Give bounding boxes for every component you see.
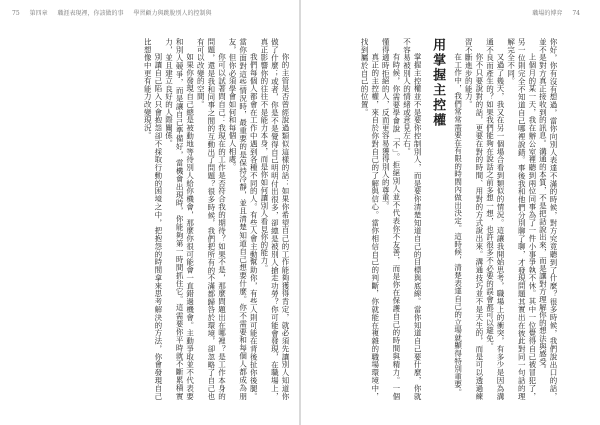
left-running-head: 學習顧力與跳脫別人的控制與 [133, 10, 212, 17]
right-running-head: 職場的博弈 [532, 10, 563, 17]
chapter-label: 第四章 [29, 10, 48, 17]
paragraph: 你的主管是否曾經說過類似這樣的話：如果你希望自己的工作能夠獲得肯定，就必須先讓別人知道你做了什麼；或者，你是不是覺得自己明明付出很多，卻總是被別人搶走功勞？你可能會發現，在職場上，真正影響你的往往不是能力本身，而是你如何讓別人看見你的能力。 [259, 38, 290, 400]
left-page-text [34, 38, 290, 400]
right-page-number: 74 [572, 10, 580, 17]
right-page-text [308, 38, 558, 400]
paragraph: 你不只要說對的話，更要在對的時間、用對的方式說出來。溝通技巧並不是天生的，而是可以透過練習不斷進步的能力。 [464, 38, 484, 400]
paragraph: 你可以試著問自己：我現在的工作是否符合我的期待？如果不是，那麼問題出在哪裡？是工作本身的問題，還是我和同事之間的互動出了問題？很多時候，我們把所有的不滿都歸咎於環境，卻忽略了自己也有可以改變的空間。 [196, 38, 227, 400]
paragraph: 在工作中，我們常常需要在有限的時間內做出決定。這時候，清楚表達自己的立場就顯得特別重要。 [453, 53, 463, 397]
right-page-header [532, 8, 588, 17]
paragraph: 上個月的某一天，我在辦公室裡聽到兩位同事為了一件小事爭執不休。其中一位覺得自己被冒犯了，另一位則完全不知道自己哪裡說錯。事後我和他們分別聊了聊，才發現問題其實出在彼此對同一句話的理解完全不同。 [506, 38, 537, 400]
left-page-number: 75 [12, 10, 20, 17]
paragraph: 如果你發現自己總是被動地等待別人給你機會，那麼你很可能會一直錯過機會。主動爭取並不代表要和別人競爭，而是讓自己準備好，當機會出現時，你能夠第一時間抓住它。這需要你平時就不斷累積實力，並且建立良好的人際關係。 [164, 38, 195, 400]
paragraph: 有時候，你需要學會說「不」。拒絕別人並不代表你不友善，而是你在保護自己的時間與精力。一個懂得適時拒絕的人，反而更容易獲得別人的尊重。 [381, 38, 401, 400]
section-heading: 用掌握主控權 [430, 38, 446, 128]
paragraph: 掌握主控權並不是要你控制別人，而是要你清楚知道自己的目標與底線。當你知道自己要什麼，你就不容易被別人的情緒或意見左右。 [402, 38, 423, 400]
paragraph: 又過了幾天，我又在另一個場合看到類似的情況。這讓我開始思考，職場上的衝突，有多少是因為溝通不良而產生的？如果我們能夠在說話之前多想一想，也許很多不必要的誤會都可以避免。 [485, 38, 506, 400]
right-page [300, 0, 600, 425]
intro-paragraph: 你好，你有沒有想過，當你向別人表達不滿的時候，對方究竟聽到了什麼？很多時候，我們說出口的話，並不是對方真正接收到的訊息。溝通的本質，不是把話說出來，而是讓對方理解你的想法與感受。 [538, 38, 558, 400]
chapter-title: 職涯表現裡，你該做的事 [57, 10, 124, 17]
paragraph: 別讓自己陷入只會抱怨卻不採取行動的困境之中，把抱怨的時間拿來思考解決的方法，你會發現自己比想像中更有能力改變現況。 [143, 38, 163, 400]
paragraph: 真正的主控權，來自於你對自己的了解與信心。當你相信自己的判斷，你就能在複雜的職場環境中，找到屬於自己的位置。 [360, 38, 380, 400]
paragraph: 我們每個人都會在工作中遇到各種不同的人。有些人會主動幫助你，有些人則可能在背後扯你後腿。當你面對這些情況時，最重要的是保持冷靜，並且清楚知道自己想要什麼。你不需要和每個人都成為朋友，但你必須學會如何和每個人相處。 [228, 38, 259, 400]
left-page-header [12, 8, 219, 17]
